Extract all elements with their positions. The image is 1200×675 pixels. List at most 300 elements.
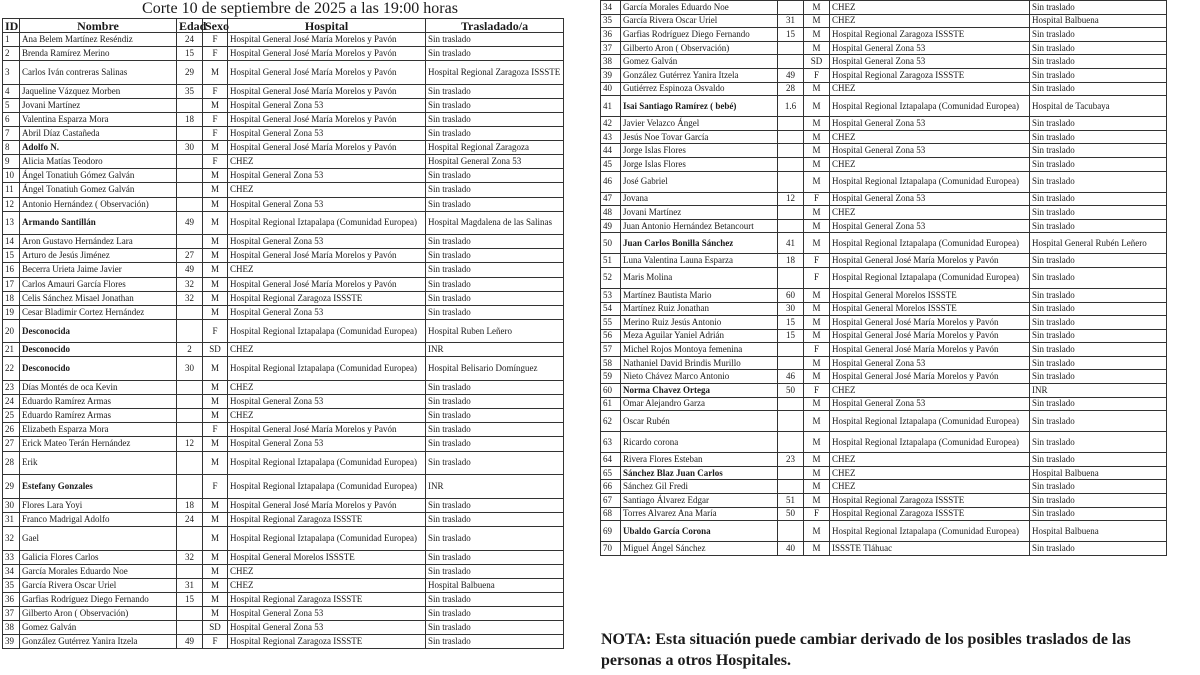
table-row [3,183,564,197]
cell-edad: 49 [778,68,804,82]
page-title: Corte 10 de septiembre de 2025 a las 19:00 horas [142,0,458,17]
cell-nombre: Aron Gustavo Hernández Lara [20,235,177,249]
cell-edad: 15 [778,316,804,330]
table-row [601,254,1167,268]
cell-sexo: M [203,578,228,592]
cell-id: 43 [601,130,621,144]
table-row [3,263,564,277]
cell-hospital: Hospital General Zona 53 [830,356,1030,370]
cell-edad [177,564,203,578]
cell-nombre: Estefany Gonzales [20,475,177,499]
cell-hospital: Hospital General Zona 53 [228,606,426,620]
cell-trasladado: Sin traslado [1030,397,1167,411]
table-row [601,411,1167,432]
cell-trasladado: Sin traslado [1030,206,1167,220]
cell-nombre: Franco Madrigal Adolfo [20,512,177,526]
table-row [601,397,1167,411]
cell-nombre: Oscar Rubén [621,411,778,432]
cell-trasladado: Sin traslado [1030,356,1167,370]
cell-edad: 15 [177,592,203,606]
cell-nombre: Garfias Rodríguez Diego Fernando [621,28,778,42]
cell-edad: 30 [177,141,203,155]
table-row [601,28,1167,42]
cell-trasladado: Hospital Ruben Leñero [426,319,564,343]
cell-edad [778,397,804,411]
cell-nombre: Gilberto Aron ( Observación) [20,606,177,620]
cell-hospital: Hospital Regional Iztapalapa (Comunidad Europea) [228,475,426,499]
cell-trasladado: Sin traslado [426,409,564,423]
cell-sexo: M [804,480,830,494]
cell-nombre: Arturo de Jesús Jiménez [20,249,177,263]
cell-edad: 35 [177,84,203,98]
cell-trasladado: Sin traslado [426,127,564,141]
cell-sexo: F [203,423,228,437]
header-sexo: Sexo [203,19,228,33]
table-row [601,1,1167,15]
cell-trasladado: Sin traslado [1030,82,1167,96]
cell-edad [177,620,203,634]
cell-trasladado: Sin traslado [1030,542,1167,556]
cell-hospital: Hospital General Zona 53 [830,41,1030,55]
cell-hospital: CHEZ [830,206,1030,220]
cell-trasladado: Sin traslado [426,291,564,305]
cell-edad: 18 [177,498,203,512]
cell-trasladado: Sin traslado [1030,144,1167,158]
cell-edad [778,356,804,370]
cell-nombre: Jovana [621,192,778,206]
cell-trasladado: Sin traslado [1030,117,1167,131]
cell-hospital: Hospital Regional Zaragoza ISSSTE [830,507,1030,521]
cell-nombre: Gael [20,526,177,550]
table-row [3,33,564,47]
cell-nombre: Gutiérrez Espinoza Osvaldo [621,82,778,96]
cell-id: 29 [3,475,20,499]
cell-trasladado: Sin traslado [426,197,564,211]
cell-sexo: M [804,14,830,28]
note: NOTA: Esta situación puede cambiar derivado de los posibles traslados de las personas a otros Hospitales. [601,631,1131,669]
table-row [601,370,1167,384]
cell-edad: 12 [177,437,203,451]
cell-trasladado: Hospital Magdalena de las Salinas [426,211,564,235]
cell-sexo: M [203,451,228,475]
cell-hospital: Hospital General José María Morelos y Pavón [228,47,426,61]
cell-trasladado: Sin traslado [426,451,564,475]
table-row [601,171,1167,192]
cell-sexo: M [804,117,830,131]
cell-trasladado: Sin traslado [426,98,564,112]
table-row [3,550,564,564]
cell-sexo: M [804,356,830,370]
cell-edad: 49 [177,263,203,277]
cell-id: 24 [3,395,20,409]
cell-edad [177,183,203,197]
table-row [601,14,1167,28]
cell-trasladado: Sin traslado [426,498,564,512]
table-row [3,197,564,211]
cell-edad [778,432,804,453]
cell-nombre: Gomez Galván [20,620,177,634]
cell-hospital: Hospital General Zona 53 [228,620,426,634]
cell-sexo: F [804,507,830,521]
cell-edad [778,55,804,69]
cell-id: 36 [3,592,20,606]
cell-edad [778,521,804,542]
cell-trasladado: Sin traslado [1030,432,1167,453]
cell-sexo: M [804,144,830,158]
table-row [3,291,564,305]
table-body-right [601,1,1167,556]
cell-hospital: ISSSTE Tláhuac [830,542,1030,556]
cell-id: 28 [3,451,20,475]
cell-sexo: M [203,141,228,155]
cell-id: 33 [3,550,20,564]
cell-hospital: Hospital General José María Morelos y Pavón [830,316,1030,330]
cell-id: 55 [601,316,621,330]
table-row [601,233,1167,254]
cell-sexo: M [203,61,228,85]
cell-trasladado: Sin traslado [426,169,564,183]
cell-nombre: Adolfo N. [20,141,177,155]
cell-nombre: Gilberto Aron ( Observación) [621,41,778,55]
cell-edad: 41 [778,233,804,254]
cell-trasladado: INR [1030,384,1167,398]
cell-id: 44 [601,144,621,158]
cell-nombre: Antonio Hernández ( Observación) [20,197,177,211]
cell-sexo: F [203,84,228,98]
cell-hospital: Hospital General José María Morelos y Pavón [228,423,426,437]
cell-edad: 60 [778,288,804,302]
cell-edad [778,206,804,220]
table-row [601,480,1167,494]
table-row [3,98,564,112]
cell-sexo: M [804,494,830,508]
cell-hospital: Hospital General Zona 53 [830,55,1030,69]
cell-nombre: Maris Molina [621,267,778,288]
cell-hospital: CHEZ [228,381,426,395]
cell-edad [778,411,804,432]
cell-nombre: Desconocido [20,357,177,381]
cell-sexo: M [203,512,228,526]
cell-nombre: Jesús Noe Tovar García [621,130,778,144]
cell-sexo: F [203,319,228,343]
cell-trasladado: Hospital Balbuena [1030,14,1167,28]
cell-id: 68 [601,507,621,521]
cell-sexo: F [804,343,830,357]
cell-edad [177,305,203,319]
table-row [3,526,564,550]
cell-sexo: M [804,157,830,171]
cell-trasladado: Hospital Regional Zaragoza ISSSTE [426,61,564,85]
cell-trasladado: Sin traslado [426,423,564,437]
cell-hospital: Hospital Regional Iztapalapa (Comunidad Europea) [830,96,1030,117]
cell-id: 69 [601,521,621,542]
table-row [601,41,1167,55]
cell-sexo: F [804,192,830,206]
table-row [3,395,564,409]
cell-edad: 50 [778,507,804,521]
cell-trasladado: Sin traslado [1030,411,1167,432]
cell-edad [177,235,203,249]
cell-hospital: Hospital General José María Morelos y Pavón [830,370,1030,384]
cell-sexo: F [804,267,830,288]
cell-hospital: CHEZ [228,183,426,197]
cell-nombre: Celis Sánchez Misael Jonathan [20,291,177,305]
table-row [3,305,564,319]
cell-trasladado: Sin traslado [1030,453,1167,467]
cell-trasladado: Sin traslado [426,235,564,249]
cell-trasladado: Sin traslado [1030,130,1167,144]
cell-nombre: Santiago Álvarez Edgar [621,494,778,508]
table-row [3,112,564,126]
cell-sexo: M [804,542,830,556]
cell-id: 21 [3,343,20,357]
cell-sexo: M [203,197,228,211]
table-row [3,423,564,437]
cell-sexo: F [203,127,228,141]
cell-trasladado: Sin traslado [426,550,564,564]
cell-id: 9 [3,155,20,169]
cell-id: 37 [3,606,20,620]
cell-nombre: Eduardo Ramírez Armas [20,409,177,423]
cell-hospital: Hospital Regional Iztapalapa (Comunidad Europea) [830,432,1030,453]
cell-trasladado: Sin traslado [426,381,564,395]
cell-nombre: Ángel Tonatiuh Gomez Galván [20,183,177,197]
cell-sexo: M [804,206,830,220]
cell-hospital: Hospital General José María Morelos y Pavón [228,84,426,98]
cell-trasladado: Sin traslado [1030,28,1167,42]
cell-edad [778,130,804,144]
cell-id: 46 [601,171,621,192]
cell-nombre: Sánchez Blaz Juan Carlos [621,466,778,480]
cell-edad: 28 [778,82,804,96]
cell-trasladado: Sin traslado [426,183,564,197]
cell-edad [177,381,203,395]
table-row [601,117,1167,131]
table-row [601,507,1167,521]
cell-hospital: CHEZ [830,130,1030,144]
cell-nombre: Torres Alvarez Ana María [621,507,778,521]
cell-hospital: Hospital General Zona 53 [830,397,1030,411]
cell-nombre: Martínez Bautista Mario [621,288,778,302]
cell-nombre: Desconocida [20,319,177,343]
cell-id: 35 [601,14,621,28]
table-row [3,498,564,512]
cell-sexo: M [203,235,228,249]
cell-trasladado: Sin traslado [426,263,564,277]
cell-nombre: González Gutérrez Yanira Itzela [20,635,177,649]
cell-id: 65 [601,466,621,480]
cell-edad: 32 [177,277,203,291]
cell-sexo: M [804,411,830,432]
cell-id: 66 [601,480,621,494]
cell-id: 52 [601,267,621,288]
cell-id: 15 [3,249,20,263]
cell-edad [778,144,804,158]
cell-sexo: M [804,130,830,144]
cell-id: 53 [601,288,621,302]
table-body-left [3,33,564,649]
cell-edad [177,169,203,183]
header-id: ID [3,19,20,33]
cell-trasladado: Sin traslado [426,564,564,578]
table-row [3,564,564,578]
cell-nombre: Merino Ruiz Jesús Antonio [621,316,778,330]
cell-hospital: Hospital General Zona 53 [228,305,426,319]
cell-trasladado: Hospital Regional Zaragoza [426,141,564,155]
cell-id: 19 [3,305,20,319]
header-trasladado: Trasladado/a [426,19,564,33]
cell-hospital: CHEZ [830,82,1030,96]
cell-trasladado: Sin traslado [426,606,564,620]
cell-sexo: M [804,96,830,117]
cell-trasladado: Sin traslado [1030,254,1167,268]
table-row [601,329,1167,343]
cell-hospital: Hospital Regional Iztapalapa (Comunidad Europea) [228,526,426,550]
cell-nombre: Gomez Galván [621,55,778,69]
cell-sexo: M [804,466,830,480]
cell-trasladado: Sin traslado [1030,1,1167,15]
cell-edad: 46 [778,370,804,384]
cell-trasladado: Sin traslado [426,33,564,47]
header-nombre: Nombre [20,19,177,33]
cell-trasladado: Sin traslado [1030,288,1167,302]
cell-sexo: M [203,169,228,183]
cell-id: 2 [3,47,20,61]
table-row [3,512,564,526]
cell-trasladado: Sin traslado [1030,507,1167,521]
cell-sexo: SD [804,55,830,69]
cell-nombre: Jorge Islas Flores [621,157,778,171]
cell-trasladado: Sin traslado [1030,302,1167,316]
cell-hospital: Hospital Regional Iztapalapa (Comunidad Europea) [830,521,1030,542]
cell-hospital: Hospital General José María Morelos y Pavón [228,277,426,291]
cell-hospital: Hospital General José María Morelos y Pavón [228,33,426,47]
cell-hospital: Hospital Regional Iztapalapa (Comunidad Europea) [228,451,426,475]
cell-edad [778,267,804,288]
cell-hospital: Hospital Regional Zaragoza ISSSTE [228,592,426,606]
table-row [3,635,564,649]
cell-id: 7 [3,127,20,141]
table-row [601,521,1167,542]
cell-nombre: Becerra Urieta Jaime Javier [20,263,177,277]
cell-nombre: Sánchez Gil Fredi [621,480,778,494]
cell-id: 41 [601,96,621,117]
cell-hospital: Hospital Regional Iztapalapa (Comunidad Europea) [830,267,1030,288]
cell-edad: 31 [778,14,804,28]
cell-nombre: Norma Chavez Ortega [621,384,778,398]
cell-nombre: Nathaniel David Brindis Murillo [621,356,778,370]
table-row [601,302,1167,316]
cell-edad [778,466,804,480]
cell-sexo: SD [203,620,228,634]
table-row [601,356,1167,370]
cell-edad [778,117,804,131]
cell-id: 31 [3,512,20,526]
cell-sexo: M [203,211,228,235]
cell-edad: 2 [177,343,203,357]
cell-nombre: Ricardo corona [621,432,778,453]
cell-edad: 51 [778,494,804,508]
table-row [3,319,564,343]
cell-id: 70 [601,542,621,556]
cell-trasladado: Sin traslado [1030,316,1167,330]
table-row [3,475,564,499]
cell-trasladado: Sin traslado [1030,157,1167,171]
cell-nombre: Alicia Matías Teodoro [20,155,177,169]
cell-sexo: M [203,498,228,512]
cell-nombre: Miguel Ángel Sánchez [621,542,778,556]
cell-hospital: CHEZ [228,409,426,423]
cell-hospital: Hospital Regional Zaragoza ISSSTE [830,28,1030,42]
header-hospital: Hospital [228,19,426,33]
cell-nombre: González Gutérrez Yanira Itzela [621,68,778,82]
cell-id: 37 [601,41,621,55]
cell-trasladado: Hospital Belisario Domínguez [426,357,564,381]
cell-hospital: CHEZ [228,564,426,578]
cell-hospital: Hospital Regional Zaragoza ISSSTE [830,68,1030,82]
cell-nombre: Flores Lara Yoyi [20,498,177,512]
cell-trasladado: Sin traslado [426,112,564,126]
table-row [601,144,1167,158]
cell-hospital: Hospital General José María Morelos y Pavón [228,498,426,512]
cell-trasladado: Sin traslado [426,592,564,606]
cell-sexo: M [804,370,830,384]
cell-hospital: Hospital General José María Morelos y Pavón [830,329,1030,343]
cell-id: 54 [601,302,621,316]
table-row [601,192,1167,206]
cell-edad [177,127,203,141]
cell-sexo: M [804,329,830,343]
cell-sexo: M [804,219,830,233]
cell-edad: 29 [177,61,203,85]
table-row [3,592,564,606]
cell-edad: 12 [778,192,804,206]
cell-hospital: Hospital General Morelos ISSSTE [830,302,1030,316]
cell-edad: 23 [778,453,804,467]
cell-nombre: Juan Carlos Bonilla Sánchez [621,233,778,254]
table-row [601,267,1167,288]
cell-sexo: M [804,288,830,302]
cell-hospital: Hospital General Zona 53 [830,144,1030,158]
cell-sexo: F [203,112,228,126]
cell-nombre: García Rivera Oscar Uriel [20,578,177,592]
table-row [3,409,564,423]
cell-trasladado: Sin traslado [426,635,564,649]
cell-nombre: García Rivera Oscar Uriel [621,14,778,28]
cell-hospital: CHEZ [228,263,426,277]
cell-id: 16 [3,263,20,277]
cell-id: 14 [3,235,20,249]
cell-hospital: Hospital Regional Zaragoza ISSSTE [228,635,426,649]
cell-sexo: F [203,635,228,649]
cell-id: 6 [3,112,20,126]
cell-hospital: Hospital Regional Iztapalapa (Comunidad Europea) [228,319,426,343]
cell-trasladado: Sin traslado [1030,219,1167,233]
cell-trasladado: Sin traslado [426,277,564,291]
cell-sexo: M [804,316,830,330]
table-row [601,343,1167,357]
table-row [3,451,564,475]
cell-trasladado: Sin traslado [1030,494,1167,508]
cell-edad: 15 [778,28,804,42]
cell-id: 23 [3,381,20,395]
cell-hospital: CHEZ [830,384,1030,398]
cell-hospital: Hospital General Zona 53 [830,192,1030,206]
cell-sexo: M [804,1,830,15]
cell-edad: 18 [778,254,804,268]
cell-id: 10 [3,169,20,183]
cell-nombre: Martínez Ruiz Jonathan [621,302,778,316]
